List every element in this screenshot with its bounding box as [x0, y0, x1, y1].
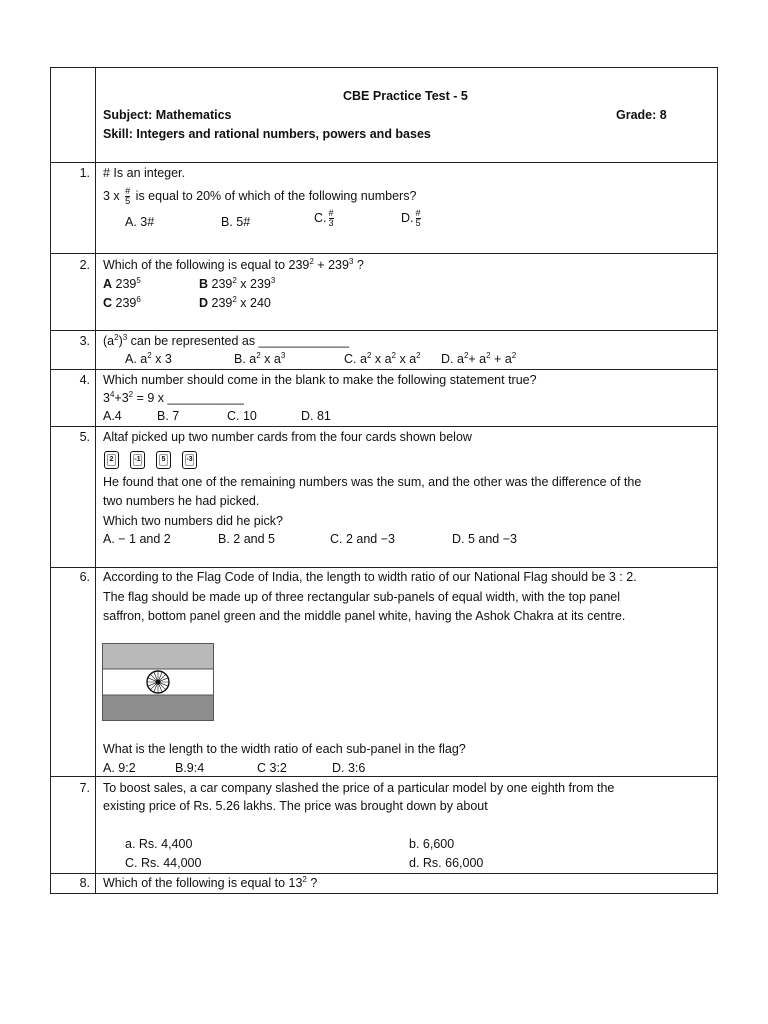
- q6-option-b[interactable]: B.9:4: [175, 761, 205, 775]
- q1-stem: [103, 187, 416, 206]
- exponent: 5: [136, 276, 141, 285]
- eq-text: = 9 x ___________: [133, 391, 244, 405]
- q1-option-a[interactable]: A. 3#: [125, 215, 155, 229]
- q4-stem: Which number should come in the blank to make the following statement true?: [103, 373, 537, 387]
- q5-line4: Which two numbers did he pick?: [103, 514, 283, 528]
- exponent: 2: [391, 351, 396, 360]
- q2-option-a[interactable]: [103, 276, 141, 292]
- q8-stem: [103, 875, 317, 891]
- exponent: 2: [128, 390, 134, 399]
- frac-num: #: [328, 208, 334, 218]
- number-card: 2: [104, 451, 119, 469]
- q2-option-c[interactable]: [103, 295, 141, 311]
- eq-text: +3: [114, 391, 129, 405]
- exponent: 2: [232, 276, 237, 285]
- q6-line3: saffron, bottom panel green and the middle panel white, having the Ashok Chakra at its centre.: [103, 609, 626, 623]
- q3-stem: [103, 333, 349, 349]
- q5-stem: Altaf picked up two number cards from the four cards shown below: [103, 430, 472, 444]
- exponent: 3: [270, 276, 276, 285]
- row-divider: [50, 873, 717, 874]
- q6-line2: The flag should be made up of three rectangular sub-panels of equal width, with the top panel: [103, 590, 621, 604]
- exponent: 2: [256, 351, 261, 360]
- option-text: + a: [490, 352, 512, 366]
- number-card: -3: [182, 451, 197, 469]
- q5-line2: He found that one of the remaining numbers was the sum, and the other was the difference of the: [103, 475, 642, 489]
- option-text: x 239: [236, 277, 271, 291]
- q7-option-a[interactable]: a. Rs. 4,400: [125, 837, 193, 851]
- q2-stem-text: ?: [353, 258, 364, 272]
- q8-text: Which of the following is equal to 13: [103, 876, 303, 890]
- frac-den: 5: [415, 218, 421, 228]
- row-divider: [50, 426, 717, 427]
- option-text: 239: [208, 277, 233, 291]
- frac-num: #: [415, 208, 421, 218]
- q2-option-b[interactable]: [199, 276, 275, 292]
- q1-option-d[interactable]: [401, 209, 423, 228]
- option-text: x 3: [151, 352, 172, 366]
- q6-line1: According to the Flag Code of India, the length to width ratio of our National Flag should be 3 : 2.: [103, 570, 637, 584]
- q6-question: What is the length to the width ratio of each sub-panel in the flag?: [103, 742, 466, 756]
- subject-label: Subject: Mathematics: [103, 108, 232, 122]
- q4-equation: [103, 390, 244, 406]
- exponent: 2: [147, 351, 152, 360]
- question-number: 1.: [79, 166, 90, 180]
- question-number: 8.: [79, 876, 90, 890]
- frac-den: 5: [125, 196, 131, 206]
- skill-label: Skill: Integers and rational numbers, powers and bases: [103, 127, 431, 141]
- q7-option-b[interactable]: b. 6,600: [409, 837, 455, 851]
- q2-stem: [103, 257, 364, 273]
- q4-option-c[interactable]: C. 10: [227, 409, 257, 423]
- row-divider: [50, 253, 717, 254]
- exponent: 6: [136, 295, 141, 304]
- q5-option-c[interactable]: C. 2 and −3: [330, 532, 395, 546]
- exponent: 2: [302, 875, 307, 884]
- option-text: x a: [396, 352, 417, 366]
- exponent: 2: [366, 351, 372, 360]
- q1-option-c[interactable]: [314, 209, 336, 228]
- exponent: 4: [109, 390, 115, 399]
- option-text: B. a: [234, 352, 257, 366]
- eq-text: 3: [103, 391, 110, 405]
- option-letter: B: [199, 277, 209, 291]
- option-text: D. a: [441, 352, 464, 366]
- question-number: 4.: [79, 373, 90, 387]
- question-number: 3.: [79, 334, 90, 348]
- exponent: 2: [511, 351, 517, 360]
- row-divider: [50, 330, 717, 331]
- q4-option-d[interactable]: D. 81: [301, 409, 331, 423]
- exponent: 3: [348, 257, 354, 266]
- q7-line1: To boost sales, a car company slashed the price of a particular model by one eighth from the: [103, 781, 615, 795]
- flag-top-panel: [103, 644, 214, 670]
- question-number: 5.: [79, 430, 90, 444]
- q8-text: ?: [306, 876, 318, 890]
- number-card: -1: [130, 451, 145, 469]
- option-text: C. a: [344, 352, 367, 366]
- q5-line3: two numbers he had picked.: [103, 494, 260, 508]
- option-label: D.: [401, 210, 414, 225]
- q2-stem-text: Which of the following is equal to 239: [103, 258, 310, 272]
- exponent: 2: [486, 351, 491, 360]
- q1-post: is equal to 20% of which of the following numbers?: [135, 188, 417, 203]
- row-divider: [50, 369, 717, 370]
- q1-pre: 3 x: [103, 188, 120, 203]
- q6-option-c[interactable]: C 3:2: [257, 761, 287, 775]
- frac-den: 3: [328, 218, 334, 228]
- q2-stem-text: + 239: [313, 258, 349, 272]
- q2-option-d[interactable]: [199, 295, 271, 311]
- q3-option-b[interactable]: [234, 351, 285, 367]
- exponent: 2: [114, 333, 119, 342]
- q3-option-a[interactable]: [125, 351, 172, 367]
- exponent: 3: [280, 351, 286, 360]
- frac-num: #: [125, 186, 131, 196]
- q5-option-a[interactable]: A. − 1 and 2: [103, 532, 171, 546]
- question-number: 6.: [79, 570, 90, 584]
- question-number: 7.: [79, 781, 90, 795]
- page-title: CBE Practice Test - 5: [343, 89, 468, 103]
- q3-text: ): [118, 334, 123, 348]
- exponent: 2: [232, 295, 237, 304]
- flag-bottom-panel: [103, 695, 214, 721]
- exponent: 2: [309, 257, 314, 266]
- option-text: 239: [208, 296, 233, 310]
- option-text: x a: [260, 352, 281, 366]
- q1-c-fraction: [329, 209, 334, 228]
- q3-option-d[interactable]: [441, 351, 516, 367]
- q5-option-b[interactable]: B. 2 and 5: [218, 532, 275, 546]
- indian-flag-image: [102, 643, 214, 721]
- option-text: 239: [112, 296, 137, 310]
- q5-option-d[interactable]: D. 5 and −3: [452, 532, 517, 546]
- q3-text: (a: [103, 334, 115, 348]
- option-text: + a: [468, 352, 487, 366]
- option-text: A. a: [125, 352, 148, 366]
- exponent: 2: [463, 351, 469, 360]
- q7-option-c[interactable]: C. Rs. 44,000: [125, 856, 202, 870]
- number-cards: [104, 449, 208, 469]
- q6-option-d[interactable]: D. 3:6: [332, 761, 366, 775]
- row-divider: [50, 162, 717, 163]
- option-text: 239: [112, 277, 137, 291]
- option-letter: A: [103, 277, 113, 291]
- q4-option-a[interactable]: A.4: [103, 409, 122, 423]
- number-column-divider: [95, 67, 96, 893]
- option-letter: C: [103, 296, 113, 310]
- row-divider: [50, 776, 717, 777]
- option-text: x 240: [236, 296, 271, 310]
- q4-option-b[interactable]: B. 7: [157, 409, 180, 423]
- row-divider: [50, 567, 717, 568]
- q6-option-a[interactable]: A. 9:2: [103, 761, 136, 775]
- q7-option-d[interactable]: d. Rs. 66,000: [409, 856, 484, 870]
- option-text: x a: [371, 352, 392, 366]
- option-label: C.: [314, 210, 327, 225]
- number-card: 5: [156, 451, 171, 469]
- exponent: 2: [416, 351, 421, 360]
- ashok-chakra-icon: [147, 671, 169, 693]
- q3-option-c[interactable]: [344, 351, 421, 367]
- q1-option-b[interactable]: B. 5#: [221, 215, 251, 229]
- q1-line1: # Is an integer.: [103, 166, 186, 180]
- q1-d-fraction: [416, 209, 421, 228]
- q7-line2: existing price of Rs. 5.26 lakhs. The price was brought down by about: [103, 799, 488, 813]
- question-number: 2.: [79, 258, 90, 272]
- grade-label: Grade: 8: [616, 108, 667, 122]
- q3-text: can be represented as _____________: [127, 334, 349, 348]
- q1-fraction: [125, 187, 130, 206]
- option-letter: D: [199, 296, 209, 310]
- exponent: 3: [122, 333, 128, 342]
